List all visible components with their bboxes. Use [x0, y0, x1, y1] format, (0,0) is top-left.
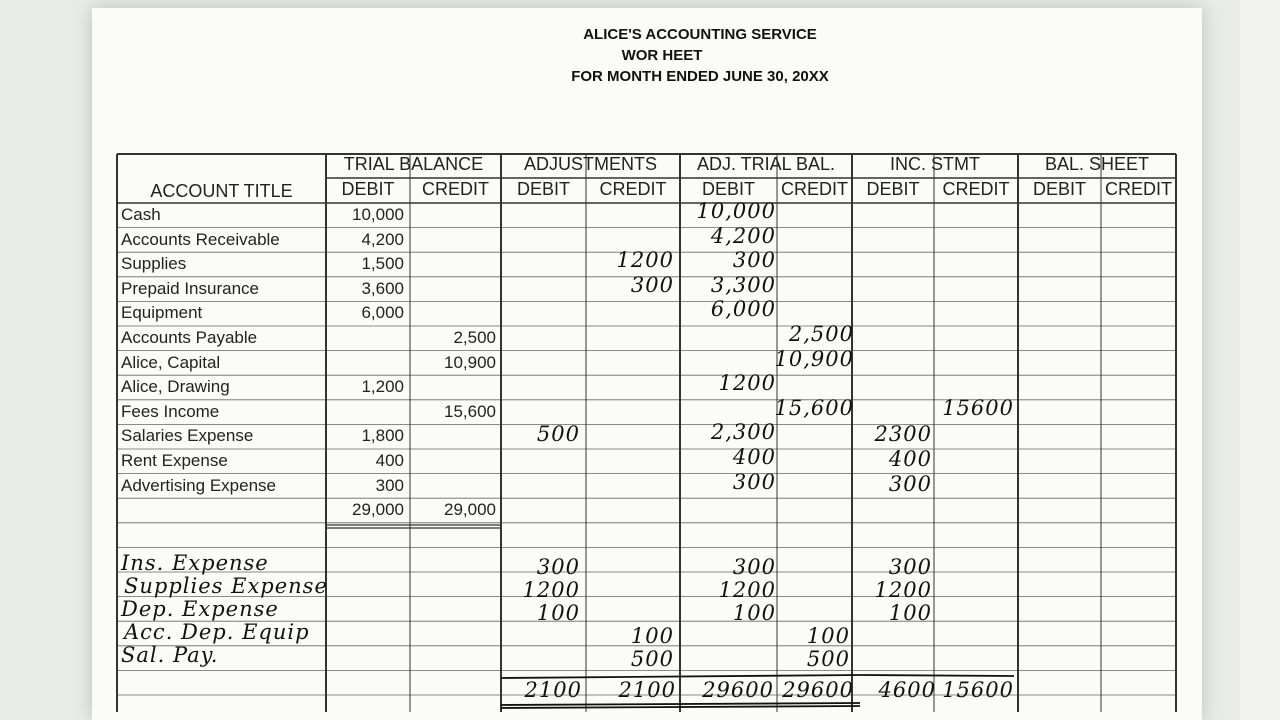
credit-header: CREDIT	[781, 179, 848, 199]
atb-debit-value: 300	[732, 555, 776, 579]
final-double-rule	[501, 703, 860, 705]
adj-debit-value: 100	[536, 601, 580, 625]
account-name: Equipment	[121, 303, 203, 323]
column-group-header: ADJ. TRIAL BAL.	[696, 154, 836, 174]
account-name: Rent Expense	[121, 451, 228, 470]
column-group-header: INC. STMT	[890, 154, 980, 174]
is-credit-value: 15600	[942, 395, 1014, 420]
debit-header: DEBIT	[1032, 179, 1086, 199]
is-debit-value: 100	[888, 601, 932, 625]
adj-debit-value: 300	[536, 555, 580, 579]
atb-credit-total: 29600	[782, 678, 854, 702]
account-name: Prepaid Insurance	[121, 278, 259, 298]
column-group-header: TRIAL BALANCE	[343, 154, 484, 174]
atb-credit-value: 2,500	[788, 322, 854, 346]
column-group-header: BAL. SHEET	[1044, 154, 1150, 174]
atb-debit-value: 2,300	[710, 420, 776, 445]
handwritten-account: Acc. Dep. Equip	[124, 620, 310, 644]
atb-debit-value: 1200	[718, 578, 776, 602]
handwritten-account: Ins. Expense	[121, 551, 269, 575]
credit-header: CREDIT	[599, 179, 667, 199]
atb-debit-value: 300	[732, 248, 776, 273]
tb-debit-value: 400	[375, 451, 404, 470]
is-debit-value: 300	[888, 555, 932, 579]
atb-credit-value: 15,600	[774, 395, 854, 420]
account-name: Accounts Receivable	[121, 229, 280, 249]
is-debit-value: 300	[888, 471, 932, 496]
adj-debit-value: 500	[536, 422, 580, 447]
account-name: Supplies	[121, 254, 187, 274]
atb-debit-total: 29600	[702, 678, 774, 702]
tb-credit-value: 10,900	[444, 352, 496, 372]
handwritten-account: Sal. Pay.	[121, 643, 219, 667]
tb-debit-value: 1,500	[361, 254, 404, 274]
tb-debit-total: 29,000	[352, 500, 404, 520]
adj-debit-value: 1200	[522, 578, 580, 602]
is-total-rule	[860, 675, 1014, 676]
atb-debit-value: 4,200	[710, 223, 776, 248]
atb-credit-value: 10,900	[774, 346, 854, 371]
adj-credit-total: 2100	[618, 678, 676, 702]
account-title-header: ACCOUNT TITLE	[150, 181, 293, 201]
tb-debit-value: 3,600	[361, 278, 404, 298]
tb-credit-value: 15,600	[444, 401, 496, 421]
tb-credit-value: 2,500	[453, 328, 496, 347]
atb-debit-value: 400	[732, 445, 776, 469]
final-double-rule	[501, 706, 860, 708]
tb-debit-value: 6,000	[361, 303, 404, 323]
debit-header: DEBIT	[866, 179, 920, 199]
is-debit-value: 2300	[874, 422, 932, 447]
adj-credit-value: 300	[630, 272, 674, 297]
atb-credit-value: 500	[806, 647, 850, 671]
handwritten-account: Supplies Expense	[124, 574, 328, 598]
credit-header: CREDIT	[942, 179, 1010, 199]
is-debit-total: 4600	[878, 678, 936, 702]
tb-debit-value: 1,800	[361, 426, 404, 446]
account-name: Cash	[121, 205, 161, 224]
atb-debit-value: 3,300	[710, 272, 776, 297]
adj-credit-value: 500	[630, 647, 674, 671]
is-credit-total: 15600	[942, 678, 1014, 702]
debit-header: DEBIT	[341, 179, 395, 199]
atb-credit-value: 100	[806, 624, 850, 648]
period-line: FOR MONTH ENDED JUNE 30, 20XX	[571, 68, 829, 85]
atb-debit-value: 300	[732, 469, 776, 494]
atb-debit-value: 6,000	[710, 297, 776, 322]
atb-debit-value: 100	[732, 601, 776, 625]
account-name: Alice, Capital	[121, 352, 221, 372]
credit-header: CREDIT	[422, 179, 489, 199]
handwritten-account: Dep. Expense	[121, 597, 279, 621]
worksheet-title: WOR HEET	[621, 47, 703, 64]
tb-debit-value: 10,000	[352, 205, 404, 224]
adj-credit-value: 100	[630, 624, 674, 648]
company-name: ALICE'S ACCOUNTING SERVICE	[583, 26, 817, 43]
column-group-header: ADJUSTMENTS	[523, 154, 657, 174]
account-name: Accounts Payable	[121, 328, 258, 347]
adj-debit-total: 2100	[524, 678, 582, 702]
atb-debit-value: 1200	[718, 371, 776, 396]
tb-debit-value: 4,200	[361, 229, 404, 249]
account-name: Salaries Expense	[121, 426, 254, 446]
debit-header: DEBIT	[701, 179, 755, 199]
tb-debit-value: 300	[375, 475, 404, 495]
account-name: Fees Income	[121, 401, 220, 421]
account-name: Advertising Expense	[121, 475, 276, 495]
tb-credit-total: 29,000	[444, 500, 496, 520]
atb-debit-value: 10,000	[696, 199, 776, 223]
credit-header: CREDIT	[1105, 179, 1172, 199]
is-debit-value: 1200	[874, 578, 932, 602]
tb-debit-value: 1,200	[361, 377, 404, 397]
adj-credit-value: 1200	[616, 248, 674, 273]
is-debit-value: 400	[888, 447, 932, 471]
account-name: Alice, Drawing	[121, 377, 230, 397]
debit-header: DEBIT	[516, 179, 570, 199]
